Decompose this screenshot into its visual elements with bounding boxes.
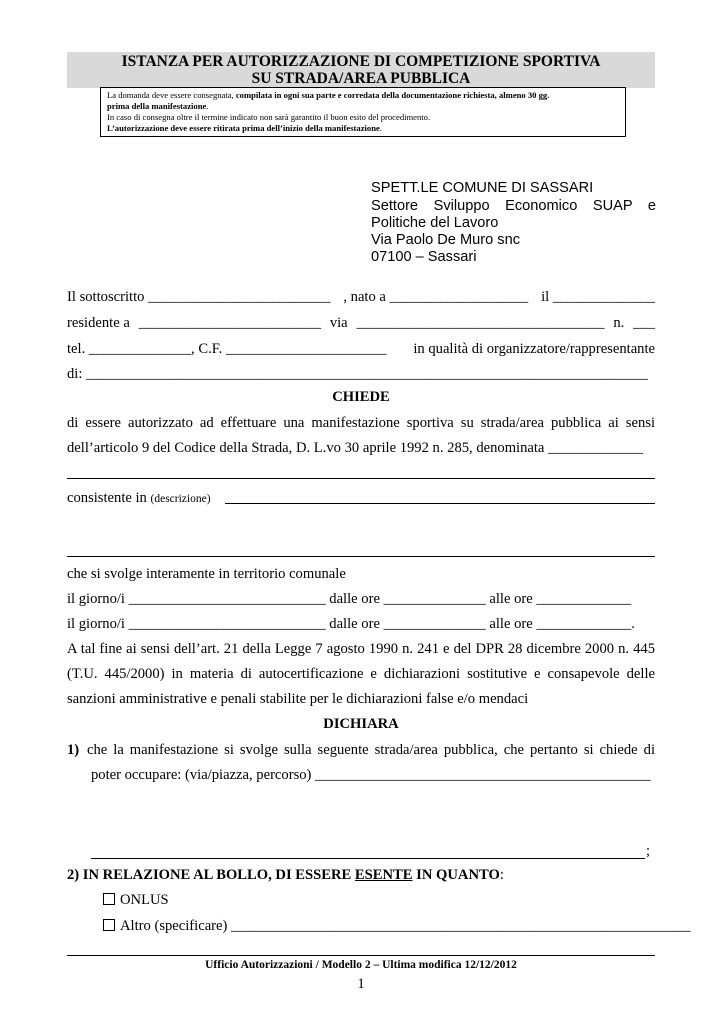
residence-row[interactable] [67,314,655,332]
field-label: tel. ______________, C.F. ______________________ [67,341,387,357]
note-text: In caso di consegna oltre il termine indicato non sarà garantito il buon esito del procedimento. [107,112,431,122]
blank-field[interactable]: _________________________ [138,315,322,331]
option-label: ONLUS [120,892,169,908]
field-label: consistente in [67,490,147,506]
dichiara-heading: DICHIARA [323,716,399,732]
colon: : [499,867,504,883]
option-label: Altro (specificare) _______________________________________________________________ [120,918,691,934]
organization-row[interactable]: di: _____________________________________________________________________________ [67,366,648,382]
legal-paragraph-line1: A tal fine ai sensi dell’art. 21 della Legge 7 agosto 1990 n. 241 e del DPR 28 dicembre 2000 n. 445 [67,641,655,657]
request-paragraph-line2[interactable]: dell’articolo 9 del Codice della Strada, D. L.vo 30 aprile 1992 n. 285, denominata _____________ [67,440,643,456]
note-emphasis: compilata in ogni sua parte e corredata della documentazione richiesta, almeno 30 gg. [235,90,550,100]
applicant-name-row[interactable] [67,288,655,306]
declaration-2-heading [67,866,655,884]
footer-text: Ufficio Autorizzazioni / Modello 2 – Ultima modifica 12/12/2012 [205,959,517,971]
territory-text: che si svolge interamente in territorio comunale [67,566,346,582]
field-hint: (descrizione) [150,493,211,505]
field-label: il ______________ [541,289,655,305]
recipient-department-2: Politiche del Lavoro [371,215,499,231]
declaration-text: che la manifestazione si svolge sulla seguente strada/area pubblica, che pertanto si chiede di [87,742,655,758]
line-end-semicolon: ; [646,843,651,859]
field-label: in qualità di organizzatore/rappresentante [413,341,655,357]
blank-line[interactable] [67,556,655,557]
date-time-row-1[interactable]: il giorno/i ___________________________ dalle ore ______________ alle ore _____________ [67,591,632,607]
page-number: 1 [357,976,365,992]
option-other[interactable] [103,917,691,935]
request-paragraph-line1: di essere autorizzato ad effettuare una manifestazione sportiva su strada/area pubblica ai sensi [67,415,655,431]
chiede-heading: CHIEDE [332,389,390,405]
blank-line[interactable] [225,503,655,504]
declaration-1-line2[interactable]: poter occupare: (via/piazza, percorso) ______________________________________________ [91,767,651,783]
document-title-line2: SU STRADA/AREA PUBBLICA [251,70,471,87]
instructions-box [100,87,626,137]
blank-line[interactable] [67,478,655,479]
recipient-name: SPETT.LE COMUNE DI SASSARI [371,180,594,196]
item-number: 1) [67,742,80,758]
recipient-city: 07100 – Sassari [371,249,477,265]
field-label: , nato a ___________________ [343,289,529,305]
description-row[interactable] [67,489,655,508]
note-text: La domanda deve essere consegnata, [107,90,236,100]
note-emphasis: prima della manifestazione [107,101,207,111]
checkbox-icon[interactable] [103,919,115,931]
note-text: . [379,123,382,133]
legal-paragraph-line3: sanzioni amministrative e penali stabilite per le dichiarazioni false e/o mendaci [67,691,529,707]
date-time-row-2[interactable]: il giorno/i ___________________________ dalle ore ______________ alle ore _____________. [67,616,635,632]
blank-field[interactable]: ___ [633,315,655,331]
note-text: . [206,101,209,111]
contact-row[interactable] [67,340,655,358]
footer-divider [67,955,655,956]
field-label: residente a [67,315,130,331]
field-label: n. [613,315,625,331]
document-title-line1: ISTANZA PER AUTORIZZAZIONE DI COMPETIZIONE SPORTIVA [121,53,601,70]
note-emphasis: L’autorizzazione deve essere ritirata prima dell’inizio della manifestazione [107,123,380,133]
option-onlus[interactable] [103,891,691,909]
exempt-emphasis: ESENTE [354,867,413,883]
field-label: via [329,315,348,331]
recipient-department: Settore Sviluppo Economico SUAP e [371,198,656,214]
legal-paragraph-line2: (T.U. 445/2000) in materia di autocertificazione e dichiarazioni sostitutive e consapevole delle [67,666,655,682]
field-label: Il sottoscritto _________________________ [67,289,331,305]
blank-line[interactable] [91,858,645,859]
declaration-1-line1 [67,741,655,759]
checkbox-icon[interactable] [103,893,115,905]
blank-field[interactable]: __________________________________ [356,315,605,331]
declaration-heading-text: 2) IN RELAZIONE AL BOLLO, DI ESSERE [67,867,355,883]
declaration-heading-text: IN QUANTO [412,867,500,883]
recipient-street: Via Paolo De Muro snc [371,232,520,248]
